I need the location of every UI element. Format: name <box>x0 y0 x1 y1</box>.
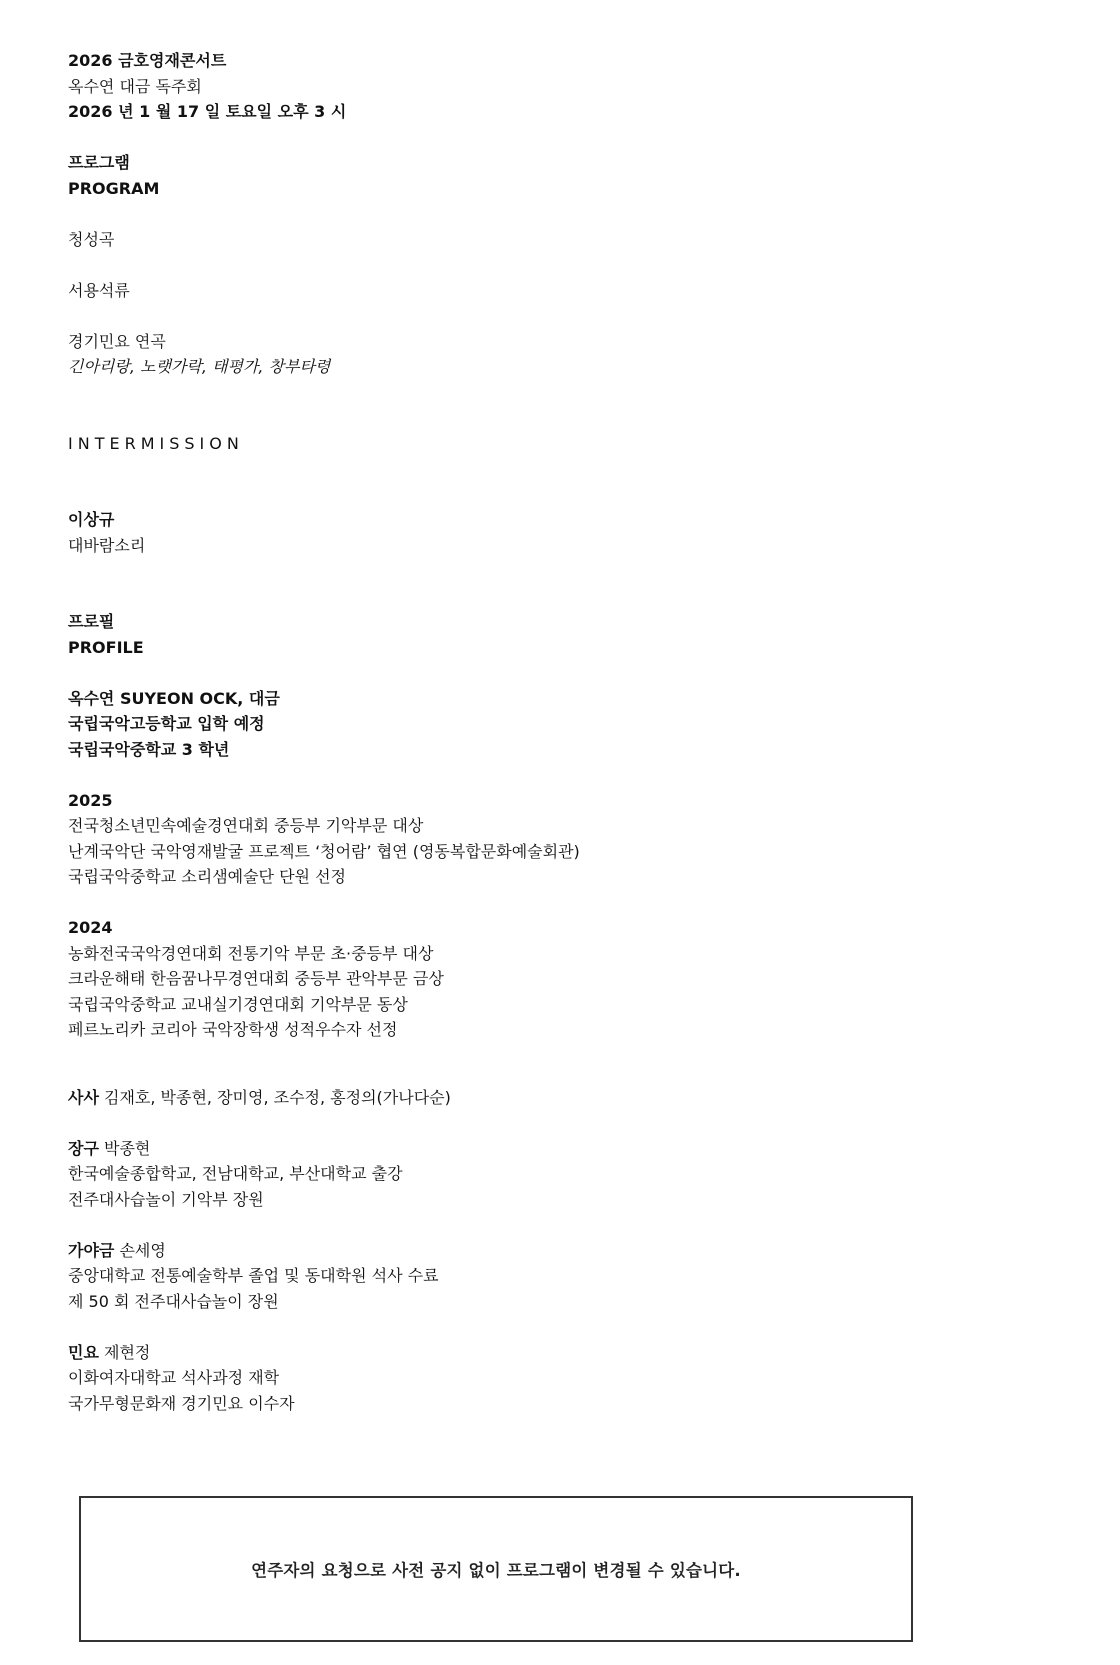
sasa-names: 김재호, 박종현, 장미영, 조수정, 홍정의(가나다순) <box>104 1087 451 1107</box>
program-change-notice: 연주자의 요청으로 사전 공지 없이 프로그램이 변경될 수 있습니다. <box>251 1561 741 1580</box>
profile-year-2024 <box>68 915 1048 1043</box>
award-item: 크라운해태 한음꿈나무경연대회 중등부 관악부문 금상 <box>68 969 444 988</box>
program-piece-1: 청성곡 <box>68 229 115 249</box>
gayageum-label: 가야금 <box>68 1240 115 1260</box>
janggu-bio: 전주대사습놀이 기악부 장원 <box>68 1189 264 1209</box>
minyo-name: 제현정 <box>104 1342 151 1362</box>
minyo-bio: 이화여자대학교 석사과정 재학 <box>68 1368 280 1387</box>
program-piece-2: 서용석류 <box>68 280 130 300</box>
janggu-name: 박종현 <box>104 1138 151 1158</box>
profile-heading-ko: 프로필 <box>68 612 115 631</box>
concert-datetime: 2026 년 1 월 17 일 토요일 오후 3 시 <box>68 102 347 121</box>
award-item: 농화전국국악경연대회 전통기악 부문 초·중등부 대상 <box>68 943 434 963</box>
performer-school-2: 국립국악중학교 3 학년 <box>68 739 230 759</box>
gayageum-line <box>68 1238 1048 1264</box>
minyo-bio: 국가무형문화재 경기민요 이수자 <box>68 1393 295 1413</box>
profile-year-2025 <box>68 788 1048 890</box>
program-heading-ko: 프로그램 <box>68 153 130 172</box>
sasa-line <box>68 1085 1048 1111</box>
performer-name: 옥수연 SUYEON OCK, 대금 <box>68 688 280 708</box>
sasa-label: 사사 <box>68 1087 99 1107</box>
year-heading: 2025 <box>68 790 113 810</box>
award-item: 전국청소년민속예술경연대회 중등부 기악부문 대상 <box>68 816 424 835</box>
program-heading-en: PROGRAM <box>68 178 160 198</box>
program-piece-3-title: 경기민요 연곡 <box>68 331 166 351</box>
document-page <box>68 48 1048 1416</box>
janggu-line <box>68 1136 1048 1162</box>
performer-school-1: 국립국악고등학교 입학 예정 <box>68 714 265 733</box>
program-piece-4-composer: 이상규 <box>68 510 115 529</box>
gayageum-bio: 중앙대학교 전통예술학부 졸업 및 동대학원 석사 수료 <box>68 1266 439 1285</box>
janggu-bio: 한국예술종합학교, 전남대학교, 부산대학교 출강 <box>68 1164 403 1183</box>
year-heading: 2024 <box>68 918 113 937</box>
award-item: 난계국악단 국악영재발굴 프로젝트 ‘청어람’ 협연 (영동복합문화예술회관) <box>68 841 580 861</box>
award-item: 국립국악중학교 소리샘예술단 단원 선정 <box>68 867 347 886</box>
gayageum-name: 손세영 <box>119 1240 166 1260</box>
minyo-line <box>68 1340 1048 1366</box>
minyo-label: 민요 <box>68 1342 99 1362</box>
intermission-label: INTERMISSION <box>68 433 244 453</box>
gayageum-bio: 제 50 회 전주대사습놀이 장원 <box>68 1291 279 1311</box>
award-item: 페르노리카 코리아 국악장학생 성적우수자 선정 <box>68 1020 398 1039</box>
janggu-label: 장구 <box>68 1138 99 1158</box>
profile-heading-en: PROFILE <box>68 637 144 657</box>
concert-title: 2026 금호영재콘서트 <box>68 51 227 70</box>
program-piece-3-songs: 긴아리랑, 노랫가락, 태평가, 창부타령 <box>68 357 331 376</box>
program-piece-4-title: 대바람소리 <box>68 535 146 555</box>
program-change-notice-box <box>79 1496 913 1642</box>
award-item: 국립국악중학교 교내실기경연대회 기악부문 동상 <box>68 994 408 1014</box>
recital-title: 옥수연 대금 독주회 <box>68 76 202 96</box>
